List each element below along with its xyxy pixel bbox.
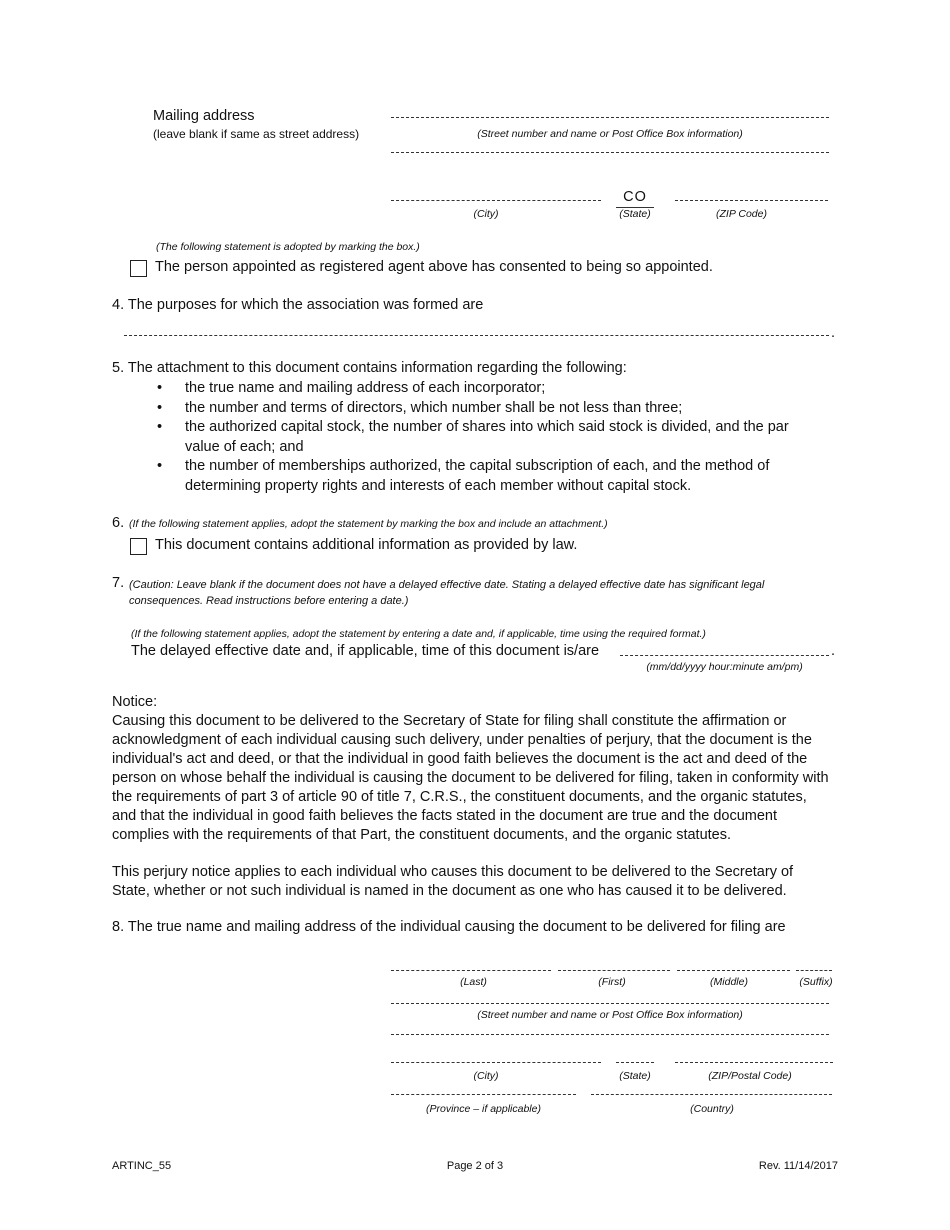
filer-middle-name-line[interactable] bbox=[677, 970, 790, 971]
filer-last-name-line[interactable] bbox=[391, 970, 551, 971]
filer-first-name-line[interactable] bbox=[558, 970, 670, 971]
mailing-street-line-1[interactable] bbox=[391, 117, 829, 118]
purposes-line[interactable] bbox=[124, 335, 829, 336]
mailing-city-line[interactable] bbox=[391, 200, 601, 201]
filer-province-caption: (Province – if applicable) bbox=[426, 1103, 541, 1115]
notice-heading: Notice: bbox=[112, 694, 158, 710]
effective-date-period: . bbox=[831, 643, 836, 659]
item5-bullet-list bbox=[157, 379, 817, 496]
mailing-zip-caption: (ZIP Code) bbox=[716, 208, 767, 220]
filer-suffix-caption: (Suffix) bbox=[799, 976, 833, 988]
footer-page-number: Page 2 of 3 bbox=[446, 1160, 504, 1172]
notice-paragraph-1: Causing this document to be delivered to the Secretary of State for filing shall constitute the affirmation or acknowledgment of each individual causing such delivery, under penalties of perjury, that the document is the individual's act and deed, or that the individual in good faith believes the document is the act and deed of the person on whose behalf the individual is causing the document to be delivered for filing, taken in conformity with the requirements of part 3 of article 90 of title 7, C.R.S., the constituent documents, and the organic statutes, and that the individual in good faith believes the facts stated in the document are true and the document complies with the requirements of that Part, the constituent documents, and the organic statutes. bbox=[112, 713, 829, 843]
mailing-city-caption: (City) bbox=[473, 208, 499, 220]
notice-paragraph-2: This perjury notice applies to each individual who causes this document to be delivered to the Secretary of State, whether or not such individual is named in the document as one who has caused it to be delivered. bbox=[112, 864, 794, 899]
filer-street-caption: (Street number and name or Post Office Box information) bbox=[477, 1009, 743, 1021]
mailing-street-caption: (Street number and name or Post Office Box information) bbox=[477, 128, 743, 140]
consent-note: (The following statement is adopted by marking the box.) bbox=[156, 241, 420, 253]
filer-first-caption: (First) bbox=[598, 976, 626, 988]
filer-country-line[interactable] bbox=[591, 1094, 832, 1095]
filer-last-caption: (Last) bbox=[460, 976, 487, 988]
filer-city-caption: (City) bbox=[473, 1070, 499, 1082]
item6-note: (If the following statement applies, adopt the statement by marking the box and include an attachment.) bbox=[129, 518, 608, 530]
effective-date-format-caption: (mm/dd/yyyy hour:minute am/pm) bbox=[646, 661, 803, 673]
item6-number: 6. bbox=[112, 515, 125, 531]
mailing-address-label: Mailing address bbox=[153, 108, 255, 124]
filer-zip-line[interactable] bbox=[675, 1062, 833, 1063]
effective-date-line[interactable] bbox=[620, 655, 829, 656]
item8-text: 8. The true name and mailing address of the individual causing the document to be delivered for filing are bbox=[112, 919, 786, 935]
item7-number: 7. bbox=[112, 575, 125, 591]
mailing-street-line-2[interactable] bbox=[391, 152, 829, 153]
filer-country-caption: (Country) bbox=[690, 1103, 734, 1115]
bullet-item: • the authorized capital stock, the number of shares into which said stock is divided, and the par value of each; and bbox=[157, 418, 817, 457]
filer-zip-caption: (ZIP/Postal Code) bbox=[708, 1070, 792, 1082]
purposes-period: . bbox=[831, 325, 836, 341]
item7-note: (If the following statement applies, adopt the statement by entering a date and, if applicable, time using the required format.) bbox=[131, 628, 706, 640]
mailing-state-caption: (State) bbox=[619, 208, 651, 220]
consent-checkbox[interactable] bbox=[130, 260, 147, 277]
mailing-state-value: CO bbox=[616, 188, 654, 208]
filer-street-line-1[interactable] bbox=[391, 1003, 829, 1004]
filer-state-caption: (State) bbox=[619, 1070, 651, 1082]
item7-text: The delayed effective date and, if applicable, time of this document is/are bbox=[131, 643, 600, 659]
filer-state-line[interactable] bbox=[616, 1062, 654, 1063]
bullet-item: • the number of memberships authorized, the capital subscription of each, and the method of determining property rights and interests of each member without capital stock. bbox=[157, 457, 817, 496]
bullet-item: • the true name and mailing address of each incorporator; bbox=[157, 379, 817, 399]
consent-text: The person appointed as registered agent above has consented to being so appointed. bbox=[155, 259, 713, 275]
filer-city-line[interactable] bbox=[391, 1062, 601, 1063]
additional-info-checkbox[interactable] bbox=[130, 538, 147, 555]
filer-middle-caption: (Middle) bbox=[710, 976, 748, 988]
footer-form-id: ARTINC_55 bbox=[112, 1160, 172, 1172]
item4-text: 4. The purposes for which the association was formed are bbox=[112, 297, 484, 313]
bullet-item: • the number and terms of directors, which number shall be not less than three; bbox=[157, 399, 817, 419]
filer-suffix-line[interactable] bbox=[796, 970, 832, 971]
filer-province-line[interactable] bbox=[391, 1094, 576, 1095]
item5-text: 5. The attachment to this document contains information regarding the following: bbox=[112, 360, 627, 376]
footer-revision: Rev. 11/14/2017 bbox=[758, 1160, 838, 1172]
item7-caution: (Caution: Leave blank if the document does not have a delayed effective date. Stating a delayed effective date has significant legal consequences. Read instructions before entering a date.) bbox=[129, 579, 765, 607]
mailing-address-hint: (leave blank if same as street address) bbox=[153, 127, 360, 141]
mailing-zip-line[interactable] bbox=[675, 200, 828, 201]
filer-street-line-2[interactable] bbox=[391, 1034, 829, 1035]
item6-text: This document contains additional information as provided by law. bbox=[155, 537, 578, 553]
